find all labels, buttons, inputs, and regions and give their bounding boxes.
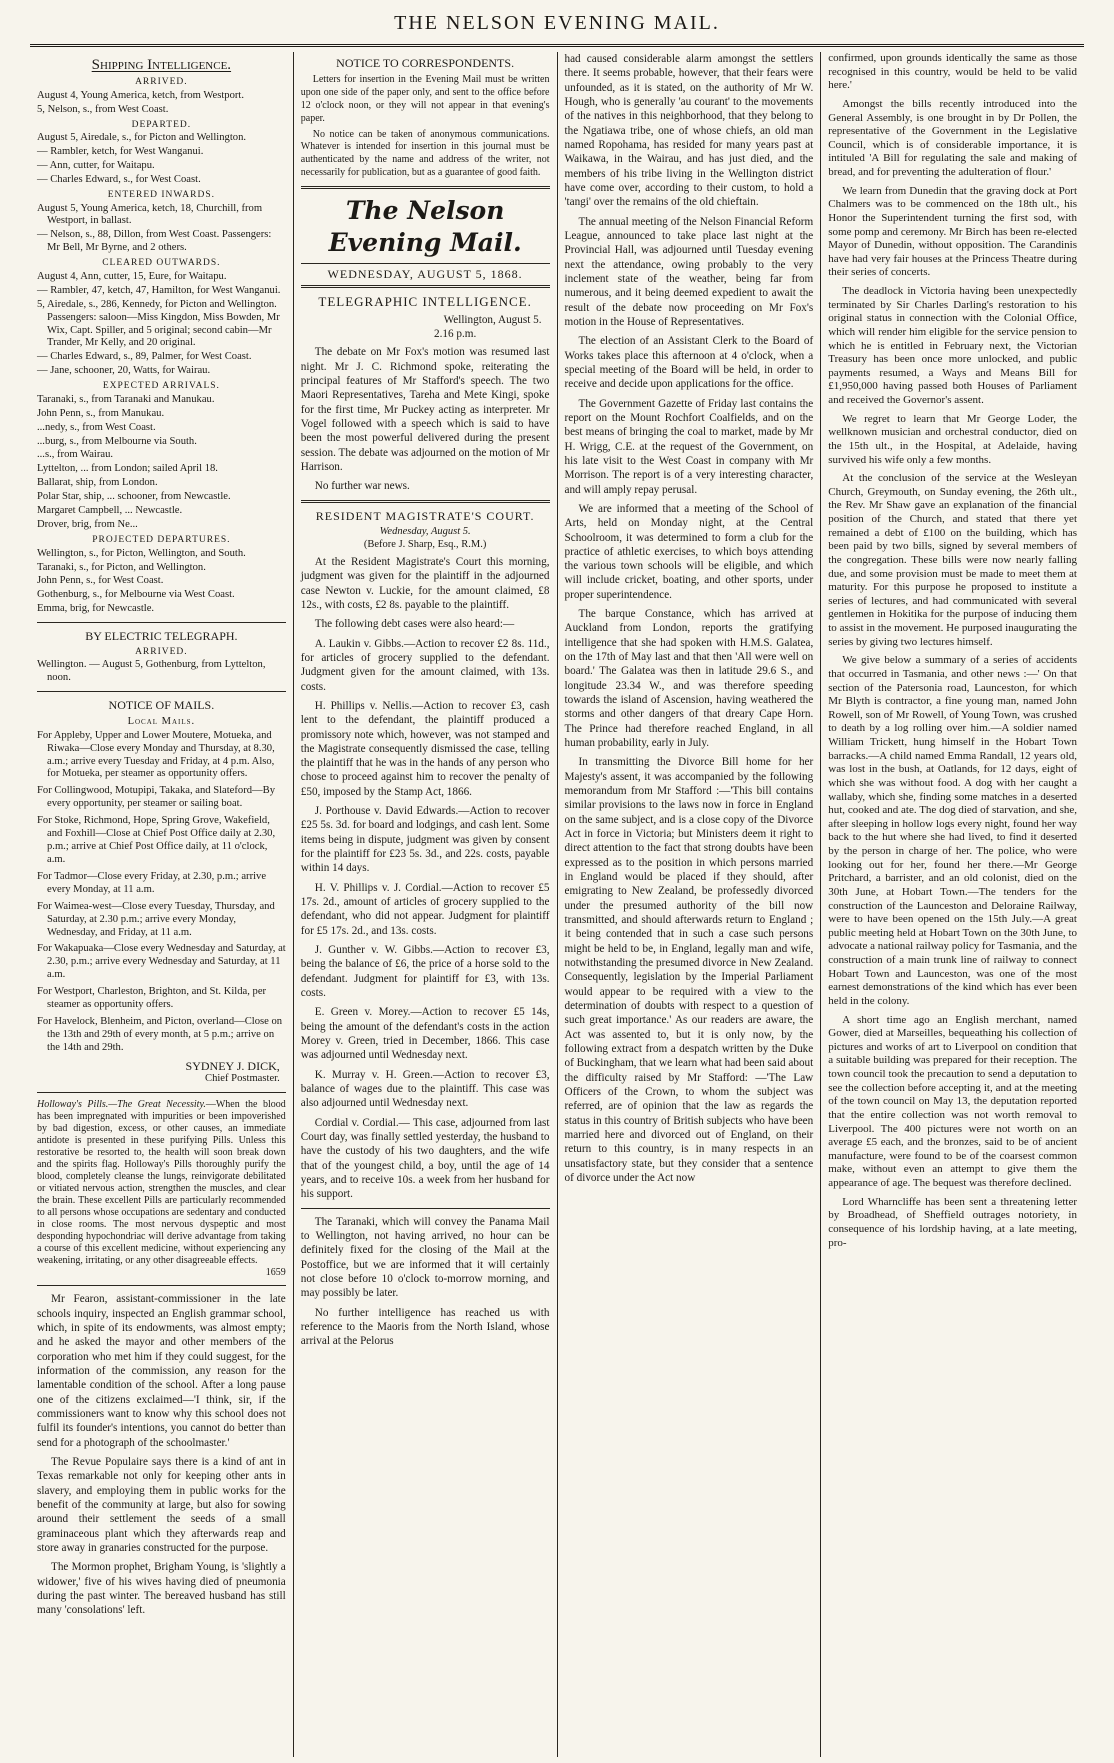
- shipping-entry: — Charles Edward, s., 89, Palmer, for West Coast.: [37, 351, 252, 363]
- court-paragraph: J. Porthouse v. David Edwards.—Action to recover £25 5s. 3d. for board and lodgings, and cash lent. Some items being in dispute, judgment was given by consent for the plaintiff for £23 5s. 3d., and 22s. costs, payable within 14 days.: [300, 805, 550, 875]
- article-paragraph: We are informed that a meeting of the School of Arts, held on Monday night, at the Central Schoolroom, it was determined to form a club for the practice of athletic exercises, to which boys attending the various town schools will be eligible, and which will include cricket, boating, and other sports, under proper superintendence.: [564, 502, 814, 601]
- notice-paragraph: No notice can be taken of anonymous communications. Whatever is intended for insertion in this journal must be authenticated by the name and address of the writer, not necessarily for publication, but as a guarantee of good faith.: [300, 128, 550, 178]
- divider: [37, 1285, 286, 1286]
- group-head: PROJECTED DEPARTURES.: [92, 535, 231, 545]
- shipping-entry: ...s., from Wairau.: [37, 449, 114, 461]
- shipping-entry: Wellington, s., for Picton, Wellington, and South.: [37, 547, 246, 559]
- shipping-entry: Margaret Campbell, ... Newcastle.: [37, 505, 183, 517]
- divider: [301, 500, 550, 503]
- divider: [301, 1208, 550, 1209]
- shipping-entry: 5, Nelson, s., from West Coast.: [37, 103, 169, 115]
- article-paragraph: In transmitting the Divorce Bill home for her Majesty's assent, it was accompanied by the following memorandum from Mr Stafford :—'This bill contains similar provisions to the laws now in force in England on the same subject, and is a close copy of the Divorce Act in force in Victoria; but Ministers deem it right to direct attention to the fact that strong doubts have been expressed as to the position in which persons married in England would be placed if they should, after emigrating to New Zealand, be professedly divorced under the presumed authority of the bill now transmitted, and should afterwards return to England ; it being contended that in such a case such persons might be held to be, in England, legally man and wife, notwithstanding the presumed divorce in New Zealand. Consequently, legislation by the Imperial Parliament would appear to be required with a view to the determination of doubts with respect to a question of such great importance.' As our readers are aware, the Act was assented to, but it is only now, by the following extract from a despatch written by the Duke of Buckingham, that we learn what had been said about the difficulty raised by Mr Stafford: —'The Law Officers of the Crown, to whom the subject was referred, are of opinion that the law as regards the status in this country of British subjects who have been married here and divorced out of England, on their return to this country, is in many respects in an unsatisfactory state, but they consider that a sentence of divorce under the Act now: [564, 756, 814, 1184]
- mail-item: For Westport, Charleston, Brighton, and St. Kilda, per steamer as opportunity offers.: [37, 986, 267, 1011]
- article-paragraph: The Taranaki, which will convey the Panama Mail to Wellington, not having arrived, no hour can be definitely fixed for the closing of the Mail at the Postoffice, but we are informed that it will certainly not close before 10 o'clock to-morrow morning, and may possibly be later.: [300, 1215, 550, 1300]
- telegraph-title: BY ELECTRIC TELEGRAPH.: [85, 629, 238, 644]
- article-paragraph: The Mormon prophet, Brigham Young, is 'slightly a widower,' five of his wives having died of pneumonia during the past winter. The bereaved husband has still many 'consolations' left.: [37, 1561, 286, 1617]
- shipping-entry: ...burg, s., from Melbourne via South.: [37, 435, 197, 447]
- column-2: [293, 52, 557, 1757]
- shipping-entry: Ballarat, ship, from London.: [37, 477, 158, 489]
- dateline: WEDNESDAY, AUGUST 5, 1868.: [301, 264, 550, 288]
- shipping-entry: John Penn, s., for West Coast.: [37, 575, 164, 587]
- holloway-advertisement: [37, 1099, 286, 1279]
- shipping-entry: John Penn, s., from Manukau.: [37, 407, 165, 419]
- ad-text: —When the blood has been impregnated with impurities or been impoverished by bad digestion, excess, or other causes, an immediate antidote is presented in these purifying Pills. Unless this restorative be resorted to, the health will soon break down and the spirits flag. Holloway's Pills thoroughly purify the blood, completely cleanse the lungs, reinvigorate debilitated or vitiated nervous action, strengthen the muscles, and clear the brain. These excellent Pills are particularly recommended to all persons whose occupations are sedentary and conducted in close rooms. The most nervous dyspeptic and most desponding hypochondriac will derive advantage from taking a course of this excellent medicine, without experiencing any weakening, irritating, or any other disagreeable effects.: [37, 1099, 286, 1267]
- postmaster-name: SYDNEY J. DICK,: [185, 1058, 280, 1073]
- article-paragraph: Amongst the bills recently introduced into the General Assembly, is one brought in by Dr Pollen, the representative of the Government in the Legislative Council, which is of considerable importance, it is intituled 'A Bill for regulating the sale and making of bread, and for preventing the adulteration of flour.': [828, 97, 1077, 178]
- court-title: RESIDENT MAGISTRATE'S COURT.: [315, 508, 535, 523]
- shipping-entry: August 5, Young America, ketch, 18, Churchill, from Westport, in ballast.: [37, 202, 263, 227]
- article-paragraph: No further war news.: [314, 480, 410, 493]
- court-paragraph: E. Green v. Morey.—Action to recover £5 14s, being the amount of the defendant's costs in the action Morey v. Green, tried in December, 1866. This case was adjourned until Wednesday next.: [300, 1006, 550, 1062]
- article-paragraph: The deadlock in Victoria having been unexpectedly terminated by Sir Charles Darling's restoration to his original status in connection with the Colonial Office, which will render him eligible for the service pension to which he is entitled in February next, the Victorian Treasury has been once more unlocked, and public payments resumed, a Ways and Means Bill for £1,950,000 having passed both Houses of Parliament and received the Governor's assent.: [828, 285, 1077, 406]
- court-paragraph: H. V. Phillips v. J. Cordial.—Action to recover £5 17s. 2d., amount of articles of grocery supplied to the defendant, who did not appear. Judgment for plaintiff for £5 17s. 2d., and 13s. costs.: [300, 881, 550, 937]
- shipping-entry: Emma, brig, for Newcastle.: [37, 603, 155, 615]
- divider: [37, 622, 286, 623]
- mail-item: For Waimea-west—Close every Tuesday, Thursday, and Saturday, at 2.30 p.m.; arrive every Monday, Wednesday, and Friday, at 11 a.m.: [37, 900, 275, 938]
- article-paragraph: No further intelligence has reached us with reference to the Maoris from the North Island, whose arrival at the Pelorus: [300, 1306, 550, 1348]
- shipping-group-departed: [37, 120, 286, 187]
- shipping-entry: ...nedy, s., from West Coast.: [37, 421, 156, 433]
- ad-code: 1659: [265, 1267, 286, 1279]
- court-paragraph: J. Gunther v. W. Gibbs.—Action to recover £3, being the balance of £6, the price of a horse sold to the defendant. Judgment for plaintiff for £3, with 13s. costs.: [300, 944, 550, 1000]
- court-paragraph: K. Murray v. H. Green.—Action to recover £3, balance of wages due to the plaintiff. This case was also adjourned until Wednesday next.: [300, 1068, 550, 1110]
- shipping-entry: Polar Star, ship, ... schooner, from Newcastle.: [37, 491, 231, 503]
- court-day: Wednesday, August 5.: [379, 526, 471, 538]
- shipping-group-entered: [37, 190, 286, 255]
- article-paragraph: The annual meeting of the Nelson Financial Reform League, announced to take place last night at the Provincial Hall, was adjourned until Tuesday evening next the attendance, owing probably to the very inclement state of the weather, being far from numerous, and it being deemed expedient to await the result of the debate now proceeding on Mr Fox's motion in the House of Representatives.: [564, 215, 814, 328]
- telegraphic-title: TELEGRAPHIC INTELLIGENCE.: [318, 294, 532, 310]
- shipping-entry: Taranaki, s., from Taranaki and Manukau.: [37, 393, 215, 405]
- column-1: [30, 52, 293, 1757]
- shipping-entry: August 5, Airedale, s., for Picton and Wellington.: [37, 132, 247, 144]
- group-head: ARRIVED.: [135, 77, 188, 88]
- notice-paragraph: Letters for insertion in the Evening Mail must be written upon one side of the paper only, and sent to the office before 12 o'clock noon, or they will not appear in that evening's paper.: [300, 74, 550, 124]
- shipping-group-expected: [37, 381, 286, 532]
- shipping-entry: Gothenburg, s., for Melbourne via West Coast.: [37, 589, 235, 601]
- court-paragraph: H. Phillips v. Nellis.—Action to recover £3, cash lent to the defendant, the plaintiff produced a promissory note which, however, was not stamped and the Magistrate consequently dismissed the case, telling the plaintiff that he was in the hands of any person who chose to proceed against him to recover the penalty of £50, imposed by the Stamp Act, 1866.: [300, 699, 550, 798]
- article-paragraph: had caused considerable alarm amongst the settlers there. It seems probable, however, that their fears were unfounded, as it is stated, on the authority of Mr W. Hough, who is generally 'au courant' to the movements of the natives in this neighborhood, that they belong to the Ngatiawa tribe, one of whose chiefs, an old man named Ropohama, has resided for many years past at Waikawa, in the Wairau, and has just died, and the members of his tribe living in the Wellington district have come over, according to their custom, to hold a 'tangi' over the remains of the old chieftain.: [564, 53, 814, 209]
- column-3: [557, 52, 821, 1757]
- shipping-entry: — Nelson, s., 88, Dillon, from West Coast. Passengers: Mr Bell, Mr Byrne, and 2 others.: [37, 229, 272, 254]
- article-paragraph: Lord Wharncliffe has been sent a threatening letter by Broadhead, of Sheffield outrages notoriety, in consequence of his lordship having, at a late meeting, pro-: [828, 1195, 1077, 1249]
- telegraphic-place: Wellington, August 5.: [443, 313, 542, 326]
- shipping-group-projected: [37, 535, 286, 616]
- shipping-entry: August 4, Young America, ketch, from Westport.: [37, 89, 244, 101]
- postmaster-title: Chief Postmaster.: [205, 1073, 280, 1085]
- article-paragraph: The debate on Mr Fox's motion was resumed last night. Mr J. C. Richmond spoke, reiterating the principal features of Mr Stafford's speech. The two Maori Representatives, Tareha and Mete Kingi, spoke for the first time, Mr Puckey acting as interpreter. Mr Vogel followed with a speech which is said to have been the most powerful delivered during the present session. The debate was adjourned on the motion of Mr Harrison.: [300, 346, 550, 473]
- group-head: EXPECTED ARRIVALS.: [102, 381, 220, 392]
- court-paragraph: A. Laukin v. Gibbs.—Action to recover £2 8s. 11d., for articles of grocery supplied to the defendant. Judgment given for the amount claimed, with 13s. costs.: [300, 637, 550, 693]
- mails-title: NOTICE OF MAILS.: [108, 698, 215, 713]
- mail-item: For Collingwood, Motupipi, Takaka, and Slateford—By every opportunity, per steamer or sailing boat.: [37, 785, 275, 810]
- nameplate: The Nelson Evening Mail.: [301, 186, 550, 264]
- shipping-entry: — Charles Edward, s., for West Coast.: [37, 174, 201, 186]
- divider: [37, 1092, 286, 1093]
- column-4: [820, 52, 1084, 1757]
- shipping-entry: Drover, brig, from Ne...: [37, 519, 138, 531]
- telegraph-head: ARRIVED.: [135, 646, 188, 657]
- group-head: CLEARED OUTWARDS.: [102, 258, 221, 269]
- shipping-title: Shipping Intelligence.: [91, 57, 232, 73]
- mail-item: For Tadmor—Close every Friday, at 2.30, p.m.; arrive every Monday, at 11 a.m.: [37, 870, 267, 895]
- masthead: THE NELSON EVENING MAIL.: [394, 12, 720, 34]
- article-paragraph: A short time ago an English merchant, named Gower, died at Marseilles, bequeathing his collection of pictures and works of art to Liverpool on condition that a suitable building was prepared for their reception. The town council took the precaution to send a deputation to see the collection before accepting it, and at the meeting of the town council on May 13, the deputation reported that the entire collection was not worth removal to Liverpool. The 400 pictures were not worth on an average £5 each, and the bronzes, said to be of ancient manufacture, were found to be of the coarsest common make, without even an attempt to give them the appearance of age. The bequest was therefore declined.: [828, 1013, 1077, 1189]
- telegraph-entry: Wellington. — August 5, Gothenburg, from Lyttelton, noon.: [37, 659, 266, 684]
- article-paragraph: confirmed, upon grounds identically the same as those recognised in this country, would be held to be valid here.': [828, 52, 1077, 92]
- court-paragraph: At the Resident Magistrate's Court this morning, judgment was given for the plaintiff in the adjourned case Newton v. Luckie, for the amount claimed, £8 12s., with costs, £2 8s. payable to the plaintiff.: [300, 555, 550, 611]
- article-paragraph: We regret to learn that Mr George Loder, the wellknown musician and orchestral conductor, died on the 15th ult., in the Hospital, at Adelaide, having survived his wife only a few months.: [828, 412, 1077, 466]
- mail-item: For Stoke, Richmond, Hope, Spring Grove, Wakefield, and Foxhill—Close at Chief Post Office daily at 2.30, p.m.; arrive at Chief Post Office daily, at 11 o'clock, a.m.: [37, 815, 276, 865]
- article-paragraph: The Government Gazette of Friday last contains the report on the Mount Rochfort Coalfields, and on the best means of bringing the coal to market, made by Mr H. Wrigg, C.E. at the request of the Government, on his late visit to the West Coast in company with Mr Morrison. The report is of a very interesting character, and will amply repay perusal.: [564, 397, 814, 496]
- article-paragraph: Mr Fearon, assistant-commissioner in the late schools inquiry, inspected an English grammar school, which, in spite of its endowments, was almost empty; and he asked the mayor and other members of the corporation who met him if they could suggest, for the information of the commission, any reason for the lamentable condition of the school. After a long pause one of the citizens exclaimed—'I think, sir, if the commissioners want to know why this school does not fulfil its founder's intentions, you cannot do better than send for a photograph of the schoolmaster.': [37, 1293, 286, 1449]
- ad-lead: Holloway's Pills.—The Great Necessity.: [37, 1099, 206, 1111]
- mail-item: For Appleby, Upper and Lower Moutere, Motueka, and Riwaka—Close every Monday and Thursday, at 8.30, a.m.; arrive every Tuesday and Friday, at 4 p.m. Also, for Motueka, per steamer as opportunity offers.: [37, 729, 275, 780]
- telegraphic-time: 2.16 p.m.: [433, 328, 477, 341]
- masthead-rule: [30, 44, 1084, 47]
- article-paragraph: The barque Constance, which has arrived at Auckland from London, reports the gratifying intelligence that she had spoken with H.M.S. Galatea, on the 17th of May last and that then 'All were well on board.' The Galatea was then in latitude 29.6 S., and longitude 23.34 W., and was therefore speeding towards the island of Ascension, having weathered the storms and other dangers of that dreary Cape Horn. The Prince had therefore reached England, in all human probability, early in July.: [564, 608, 814, 750]
- article-paragraph: The election of an Assistant Clerk to the Board of Works takes place this afternoon at 4 o'clock, when a special meeting of the Board will be held, in order to receive and decide upon applications for the office.: [564, 335, 814, 391]
- court-paragraph: Cordial v. Cordial.— This case, adjourned from last Court day, was finally settled yesterday, the husband to have the custody of his two daughters, and the wife that of the youngest child, a boy, until the age of 14 years, and to receive 10s. a week from her husband for his support.: [300, 1116, 550, 1201]
- article-paragraph: We give below a summary of a series of accidents that occurred in Tasmania, and other news :—' On that section of the Patersonia road, Launceston, for which Mr Blyth is contractor, a fine young man, named John Rowell, son of Mr Rowell, of Young Town, was crushed to death by a log rolling over him.—A soldier named William Trickett, hung himself in the Hobart Town barracks.—A child named Emma Randall, 12 years old, was lost in the bush, at Oatlands, for 12 days, eight of which she was without food. A dog with her caught a wallaby, which she, finding some matches in a deserted hut, cooked and ate. The dog died of starvation, and she, after sleeping in hollow logs every night, found her way back to the hut where she had lived, to find it deserted by the person in charge of her. The police, who were looking out for her, found her there.—Mr George Pritchard, a barrister, and an old colonist, died on the 30th June, at Hobart Town.—The tenders for the construction of the Launceston and Deloraine Railway, were to have been opened on the 15th July.—A great public meeting held at Hobart Town on the 30th June, to advocate a national railway policy for Tasmania, and the construction of a main trunk line of railway to connect Hobart Town and Launceston, was one of the most earnest demonstrations of the kind which has ever been held in the colony.: [828, 654, 1077, 1007]
- columns: [30, 52, 1084, 1757]
- shipping-entry: Taranaki, s., for Picton, and Wellington.: [37, 561, 206, 573]
- group-head: ENTERED INWARDS.: [107, 189, 216, 200]
- shipping-entry: Lyttelton, ... from London; sailed April 18.: [37, 463, 218, 475]
- postmaster-signature: [37, 1059, 280, 1087]
- mails-subtitle: Local Mails.: [127, 715, 196, 727]
- shipping-entry: 5, Airedale, s., 286, Kennedy, for Picton and Wellington. Passengers: saloon—Miss Kingdon, Miss Bowden, Mr Wix, Capt. Spiller, and 5 original; second cabin—Mr Trander, Mr Kelly, and 20 original.: [37, 298, 280, 349]
- article-paragraph: At the conclusion of the service at the Wesleyan Church, Greymouth, on Sunday evening, the 26th ult., the Rev. Mr Shaw gave an explanation of the financial position of the Church, and stated that there yet remained a debt of £100 on the building, which has been paid by two bills, signed by several members of the congregation. These bills were now nearly falling due, and some provision must be made to meet them at maturity. For this purpose he proposed to institute a series of lectures, and had communicated with several gentlemen in Hokitika for the purpose of inducing them to assist in the movement. He purposed inaugurating the series by giving two lectures himself.: [828, 472, 1077, 648]
- shipping-entry: — Rambler, ketch, for West Wanganui.: [37, 146, 204, 158]
- divider: [37, 691, 286, 692]
- shipping-entry: — Ann, cutter, for Waitapu.: [37, 160, 155, 172]
- notice-title: NOTICE TO CORRESPONDENTS.: [336, 56, 515, 70]
- shipping-group-arrived: [37, 77, 286, 116]
- article-paragraph: We learn from Dunedin that the graving dock at Port Chalmers was to be commenced on the 18th ult., his Honor the Superintendent turning the first sod, with some pomp and ceremony. Mr Birch has been re-elected Mayor of Dunedin, without opposition. The Carandinis have had very fair houses at the Princess Theatre during their series of concerts.: [828, 184, 1077, 279]
- mail-item: For Havelock, Blenheim, and Picton, overland—Close on the 13th and 29th of every month, at 5 p.m.; arrive on the 14th and 29th.: [37, 1016, 283, 1053]
- shipping-entry: August 4, Ann, cutter, 15, Eure, for Waitapu.: [37, 270, 227, 282]
- court-before: (Before J. Sharp, Esq., R.M.): [363, 539, 487, 551]
- mail-item: For Wakapuaka—Close every Wednesday and Saturday, at 2.30, p.m.; arrive every Wednesday and Saturday, at 11 a.m.: [37, 943, 286, 981]
- group-head: DEPARTED.: [131, 119, 192, 130]
- shipping-entry: — Jane, schooner, 20, Watts, for Wairau.: [37, 365, 211, 377]
- shipping-entry: — Rambler, 47, ketch, 47, Hamilton, for West Wanganui.: [37, 284, 281, 296]
- article-paragraph: The Revue Populaire says there is a kind of ant in Texas remarkable not only for keeping other ants in slavery, and employing them in public works for the benefit of the community at large, but also for sowing around their settlement the seeds of a small graminaceous plant which they afterwards reap and store away in granaries constructed for the purpose.: [37, 1456, 286, 1554]
- shipping-group-cleared: [37, 258, 286, 378]
- court-paragraph: The following debt cases were also heard:—: [314, 618, 515, 631]
